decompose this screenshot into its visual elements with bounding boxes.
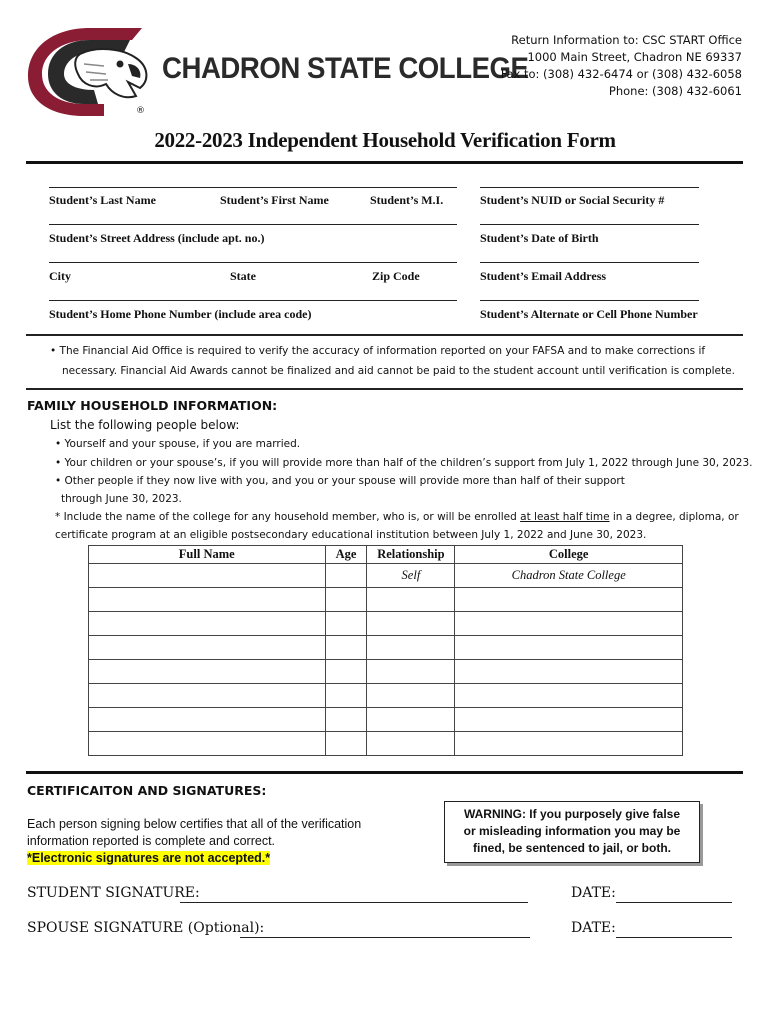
- label-email: Student’s Email Address: [480, 269, 607, 283]
- notice-line-2: necessary. Financial Aid Awards cannot be finalized and aid cannot be paid to the student account until verification is complete.: [62, 365, 735, 377]
- cell-age[interactable]: [325, 708, 367, 732]
- return-line: Fax to: (308) 432-6474 or (308) 432-6058: [500, 67, 742, 81]
- household-intro: List the following people below:: [50, 418, 240, 432]
- note-part-b: in a degree, diploma, or: [609, 511, 739, 523]
- cell-college[interactable]: [455, 732, 683, 756]
- certification-text-1: Each person signing below certifies that all of the verification: [27, 817, 362, 831]
- table-row: [89, 660, 683, 684]
- return-line: Phone: (308) 432-6061: [608, 84, 742, 98]
- cell-name[interactable]: [89, 612, 326, 636]
- table-row: [89, 684, 683, 708]
- cell-relationship[interactable]: [367, 708, 455, 732]
- col-college: College: [455, 546, 683, 564]
- cell-age[interactable]: [325, 684, 367, 708]
- line-name[interactable]: [49, 187, 457, 188]
- label-mi: Student’s M.I.: [370, 193, 444, 207]
- label-street: Student’s Street Address (include apt. no.): [49, 231, 265, 245]
- cell-name[interactable]: [89, 708, 326, 732]
- warning-line-3: fined, be sentenced to jail, or both.: [472, 841, 672, 855]
- line-nuid[interactable]: [480, 187, 699, 188]
- label-nuid: Student’s NUID or Social Security #: [480, 193, 665, 207]
- cell-name[interactable]: [89, 588, 326, 612]
- notice-line-1: • The Financial Aid Office is required to verify the accuracy of information reported on your FAFSA and to make corrections if: [50, 345, 706, 357]
- cell-relationship[interactable]: [367, 660, 455, 684]
- warning-line-2: or misleading information you may be: [463, 824, 681, 838]
- date-line-1[interactable]: [616, 902, 732, 903]
- cell-relationship: Self: [367, 564, 455, 588]
- cell-age[interactable]: [325, 732, 367, 756]
- line-city[interactable]: [49, 262, 457, 263]
- date-label-1: DATE:: [571, 885, 616, 901]
- cell-age[interactable]: [325, 660, 367, 684]
- electronic-notice: *Electronic signatures are not accepted.*: [27, 851, 271, 865]
- cell-college[interactable]: [455, 636, 683, 660]
- notice-rule: [26, 388, 743, 390]
- cell-age[interactable]: [325, 636, 367, 660]
- cell-college[interactable]: [455, 660, 683, 684]
- household-bullet-1: • Yourself and your spouse, if you are married.: [55, 438, 301, 450]
- fields-rule: [26, 334, 743, 336]
- return-line: 1000 Main Street, Chadron NE 69337: [527, 50, 742, 64]
- household-heading: FAMILY HOUSEHOLD INFORMATION:: [27, 398, 278, 413]
- table-row: [89, 636, 683, 660]
- cell-relationship[interactable]: [367, 636, 455, 660]
- col-full-name: Full Name: [89, 546, 326, 564]
- line-email[interactable]: [480, 262, 699, 263]
- cell-college[interactable]: [455, 588, 683, 612]
- cell-name[interactable]: [89, 684, 326, 708]
- line-alt-phone[interactable]: [480, 300, 699, 301]
- form-title: 2022-2023 Independent Household Verification Form: [154, 128, 616, 152]
- cell-relationship[interactable]: [367, 684, 455, 708]
- household-bullet-3b: through June 30, 2023.: [61, 493, 182, 505]
- cell-age[interactable]: [325, 564, 367, 588]
- table-row: [89, 588, 683, 612]
- label-alt-phone: Student’s Alternate or Cell Phone Number: [480, 307, 698, 321]
- label-dob: Student’s Date of Birth: [480, 231, 599, 245]
- household-bullet-3a: • Other people if they now live with you, and you or your spouse will provide more than half of their support: [55, 475, 625, 487]
- cell-college[interactable]: [455, 708, 683, 732]
- student-signature-label: STUDENT SIGNATURE:: [27, 885, 200, 901]
- table-row: [89, 708, 683, 732]
- cell-college[interactable]: [455, 612, 683, 636]
- label-home-phone: Student’s Home Phone Number (include area code): [49, 307, 312, 321]
- label-zip: Zip Code: [372, 269, 420, 283]
- household-bullet-2: • Your children or your spouse’s, if you will provide more than half of the children’s support from July 1, 2022 through June 30, 2023.: [55, 457, 753, 469]
- certification-heading: CERTIFICAITON AND SIGNATURES:: [27, 783, 267, 798]
- registered-mark: ®: [136, 106, 145, 116]
- warning-line-1: WARNING: If you purposely give false: [463, 807, 681, 821]
- label-state: State: [230, 269, 256, 283]
- cell-name[interactable]: [89, 564, 326, 588]
- cell-college[interactable]: [455, 684, 683, 708]
- title-rule: [26, 161, 743, 164]
- warning-box: [444, 801, 700, 863]
- cell-name[interactable]: [89, 732, 326, 756]
- label-last-name: Student’s Last Name: [49, 193, 156, 207]
- table-row: [89, 732, 683, 756]
- line-home-phone[interactable]: [49, 300, 457, 301]
- label-first-name: Student’s First Name: [220, 193, 329, 207]
- cell-relationship[interactable]: [367, 732, 455, 756]
- table-row: [89, 612, 683, 636]
- household-note: [55, 511, 739, 523]
- cell-relationship[interactable]: [367, 588, 455, 612]
- eagle-logo-icon: [24, 24, 154, 119]
- date-line-2[interactable]: [616, 937, 732, 938]
- line-street[interactable]: [49, 224, 457, 225]
- cell-name[interactable]: [89, 660, 326, 684]
- return-line: Return Information to: CSC START Office: [511, 33, 742, 47]
- label-city: City: [49, 269, 71, 283]
- table-header-row: [89, 546, 683, 564]
- spouse-signature-line[interactable]: [240, 937, 530, 938]
- table-bottom-rule: [26, 771, 743, 774]
- note-underlined: at least half time: [520, 511, 610, 523]
- return-info: [442, 32, 742, 100]
- col-age: Age: [325, 546, 367, 564]
- date-label-2: DATE:: [571, 920, 616, 936]
- cell-age[interactable]: [325, 612, 367, 636]
- cell-college: Chadron State College: [455, 564, 683, 588]
- cell-age[interactable]: [325, 588, 367, 612]
- cell-relationship[interactable]: [367, 612, 455, 636]
- college-name: CHADRON STATE COLLEGE: [162, 52, 529, 85]
- household-note-line-2: certificate program at an eligible postsecondary educational institution between July 1, 2022 and June 30, 2023.: [55, 529, 647, 541]
- household-table: [88, 545, 683, 756]
- note-part-a: * Include the name of the college for any household member, who is, or will be enrolled: [55, 511, 521, 523]
- student-signature-line[interactable]: [180, 902, 528, 903]
- cell-name[interactable]: [89, 636, 326, 660]
- college-logo: [24, 24, 154, 119]
- certification-text-2: information reported is complete and correct.: [27, 834, 276, 848]
- spouse-signature-label: SPOUSE SIGNATURE (Optional):: [27, 920, 265, 936]
- table-row: [89, 564, 683, 588]
- col-relationship: Relationship: [367, 546, 455, 564]
- line-dob[interactable]: [480, 224, 699, 225]
